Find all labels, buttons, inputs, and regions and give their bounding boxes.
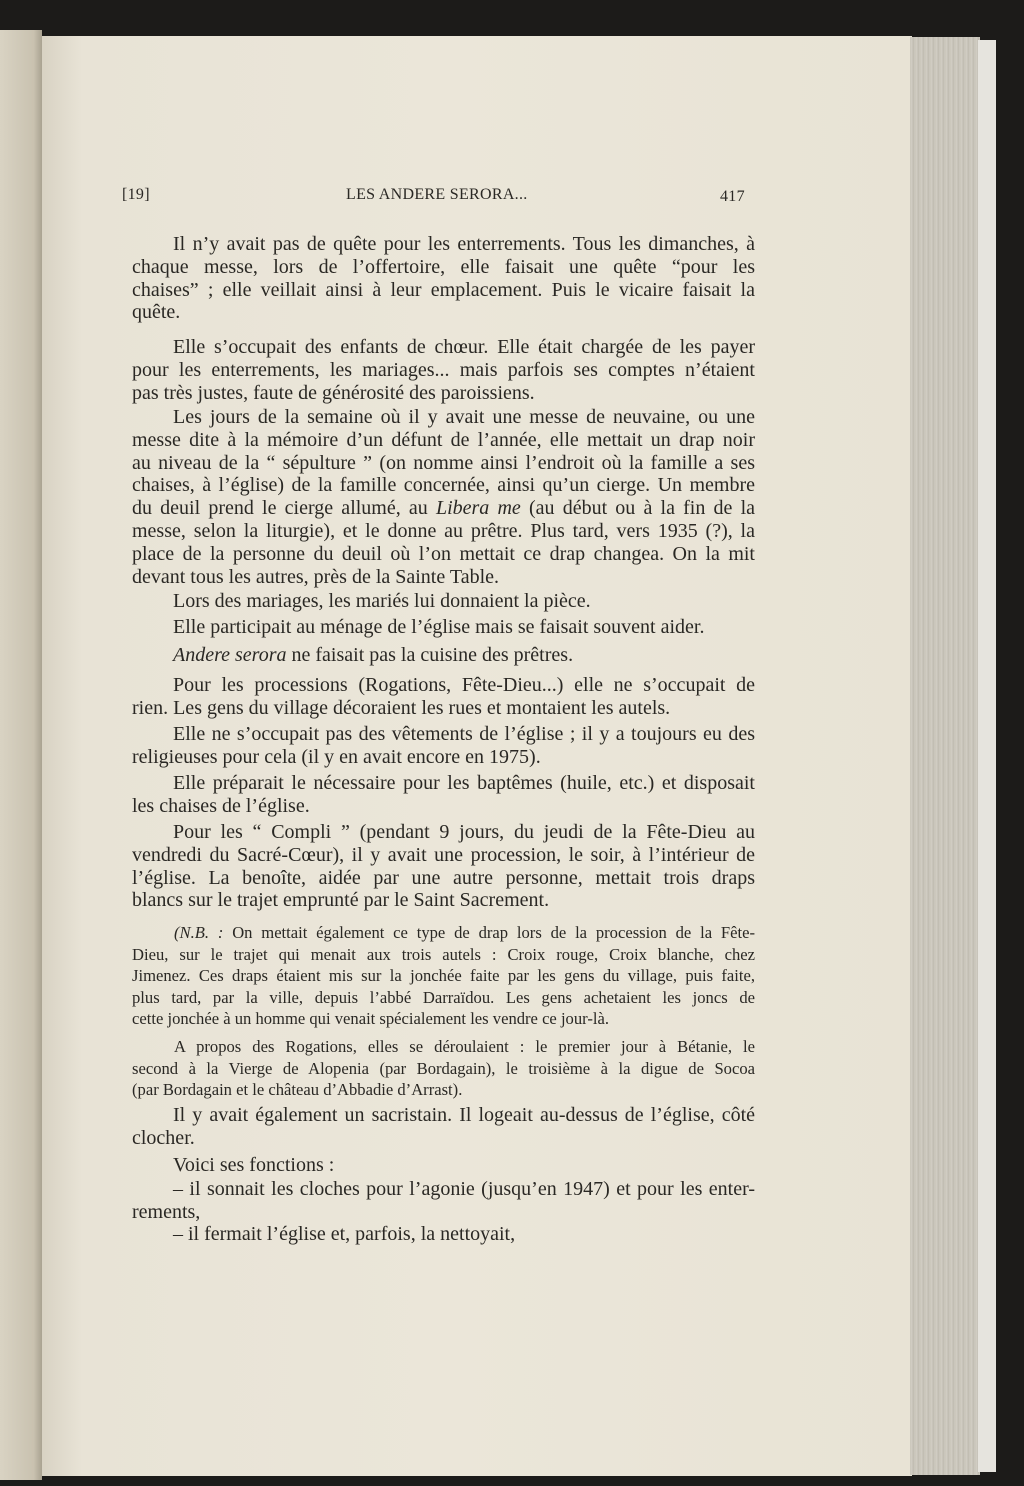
- text-line: blancs sur le trajet emprunté par le Saint Sacrement.: [132, 889, 550, 912]
- text-line: – il sonnait les cloches pour l’agonie (jusqu’en 1947) et pour les enter-: [173, 1178, 755, 1200]
- paragraph: [132, 644, 755, 667]
- italic-text: Andere serora: [173, 644, 287, 666]
- text-line: second à la Vierge de Alopenia (par Bordagain), le troisième à la digue de Socoa: [132, 1058, 755, 1078]
- text-line: Il y avait également un sacristain. Il logeait au-dessus de l’église, côté: [173, 1104, 755, 1126]
- text-line: au niveau de la “ sépulture ” (on nomme ainsi l’endroit où la famille a ses: [132, 451, 755, 474]
- page-number: 417: [720, 188, 745, 205]
- facing-page-edge: [0, 30, 42, 1480]
- paragraph: [132, 922, 755, 1030]
- text-line: Dieu, sur le trajet qui menait aux trois autels : Croix rouge, Croix blanche, chez: [132, 944, 755, 964]
- text-line: clocher.: [132, 1126, 195, 1149]
- text-line: chaises” ; elle veillait ainsi à leur emplacement. Puis le vicaire faisait la: [132, 278, 755, 301]
- text-line: les chaises de l’église.: [132, 794, 310, 817]
- text-line: Jimenez. Ces draps étaient mis sur la jonchée faite par les gens du village, puis faite,: [132, 966, 755, 986]
- paragraph: [132, 1223, 755, 1246]
- text-line: Elle participait au ménage de l’église mais se faisait souvent aider.: [173, 616, 705, 638]
- paragraph: [132, 772, 755, 818]
- paragraph: [132, 1036, 755, 1101]
- text-line: pour les enterrements, les mariages... mais parfois ses comptes n’étaient: [132, 358, 755, 381]
- text-line: (N.B. : On mettait également ce type de drap lors de la procession de la Fête-: [174, 923, 756, 942]
- text-line: chaque messe, lors de l’offertoire, elle faisait une quête “pour les: [132, 255, 755, 278]
- paragraph: [132, 1178, 755, 1224]
- text-line: rements,: [132, 1200, 201, 1223]
- running-header-title: LES ANDERE SERORA...: [346, 186, 528, 203]
- text-line: messe, selon la liturgie), et le donne au prêtre. Plus tard, vers 1935 (?), la: [132, 519, 755, 542]
- text-line: Pour les processions (Rogations, Fête-Dieu...) elle ne s’occupait de: [173, 674, 755, 696]
- text-line: Elle préparait le nécessaire pour les baptêmes (huile, etc.) et disposait: [173, 772, 755, 794]
- paragraph: [132, 590, 755, 613]
- paragraph: [132, 336, 755, 404]
- text-line: devant tous les autres, près de la Sainte Table.: [132, 565, 500, 588]
- paragraph: [132, 1154, 755, 1177]
- paragraph: [132, 821, 755, 912]
- text-line: Elle s’occupait des enfants de chœur. Elle était chargée de les payer: [173, 336, 755, 358]
- text-line: messe dite à la mémoire d’un défunt de l’année, elle mettait un drap noir: [132, 428, 755, 451]
- paragraph: [132, 1104, 755, 1150]
- paragraph: [132, 723, 755, 769]
- text-line: Elle ne s’occupait pas des vêtements de l’église ; il y a toujours eu des: [173, 723, 755, 745]
- page-stack-edges: [910, 37, 980, 1475]
- paragraph: [132, 233, 755, 324]
- text-line: cette jonchée à un homme qui venait spécialement les vendre ce jour-là.: [132, 1009, 609, 1029]
- book-cover-edge: [978, 40, 996, 1472]
- text-line: l’église. La benoîte, aidée par une autre personne, mettait trois draps: [132, 866, 755, 889]
- running-header-section-number: [19]: [122, 186, 150, 203]
- text-line: Voici ses fonctions :: [173, 1154, 335, 1176]
- text-line: Andere serora ne faisait pas la cuisine des prêtres.: [173, 644, 574, 666]
- text-line: vendredi du Sacré-Cœur), il y avait une procession, le soir, à l’intérieur de: [132, 843, 755, 866]
- text-line: pas très justes, faute de générosité des paroissiens.: [132, 381, 535, 404]
- text-line: du deuil prend le cierge allumé, au Libera me (au début ou à la fin de la: [132, 497, 756, 520]
- paragraph: [132, 406, 755, 588]
- text-line: chaises, à l’église) de la famille concernée, ainsi qu’un cierge. Un membre: [132, 474, 755, 497]
- text-line: Pour les “ Compli ” (pendant 9 jours, du jeudi de la Fête-Dieu au: [173, 821, 755, 843]
- italic-text: Libera me: [435, 497, 521, 520]
- text-line: rien. Les gens du village décoraient les rues et montaient les autels.: [132, 696, 671, 719]
- text-line: (par Bordagain et le château d’Abbadie d’Arrast).: [132, 1080, 463, 1100]
- text-line: A propos des Rogations, elles se déroulaient : le premier jour à Bétanie, le: [174, 1037, 755, 1056]
- text-line: place de la personne du deuil où l’on mettait ce drap changea. On la mit: [132, 542, 755, 565]
- text-line: plus tard, par la ville, depuis l’abbé Darraïdou. Les gens achetaient les joncs de: [132, 987, 755, 1007]
- text-line: – il fermait l’église et, parfois, la nettoyait,: [173, 1223, 516, 1245]
- text-line: quête.: [132, 301, 181, 324]
- text-line: Il n’y avait pas de quête pour les enterrements. Tous les dimanches, à: [173, 233, 755, 255]
- italic-text: (N.B. :: [174, 923, 224, 942]
- text-line: Lors des mariages, les mariés lui donnaient la pièce.: [173, 590, 591, 612]
- text-line: religieuses pour cela (il y en avait encore en 1975).: [132, 745, 541, 768]
- paragraph: [132, 616, 755, 639]
- paragraph: [132, 674, 755, 720]
- text-line: Les jours de la semaine où il y avait une messe de neuvaine, ou une: [173, 406, 755, 428]
